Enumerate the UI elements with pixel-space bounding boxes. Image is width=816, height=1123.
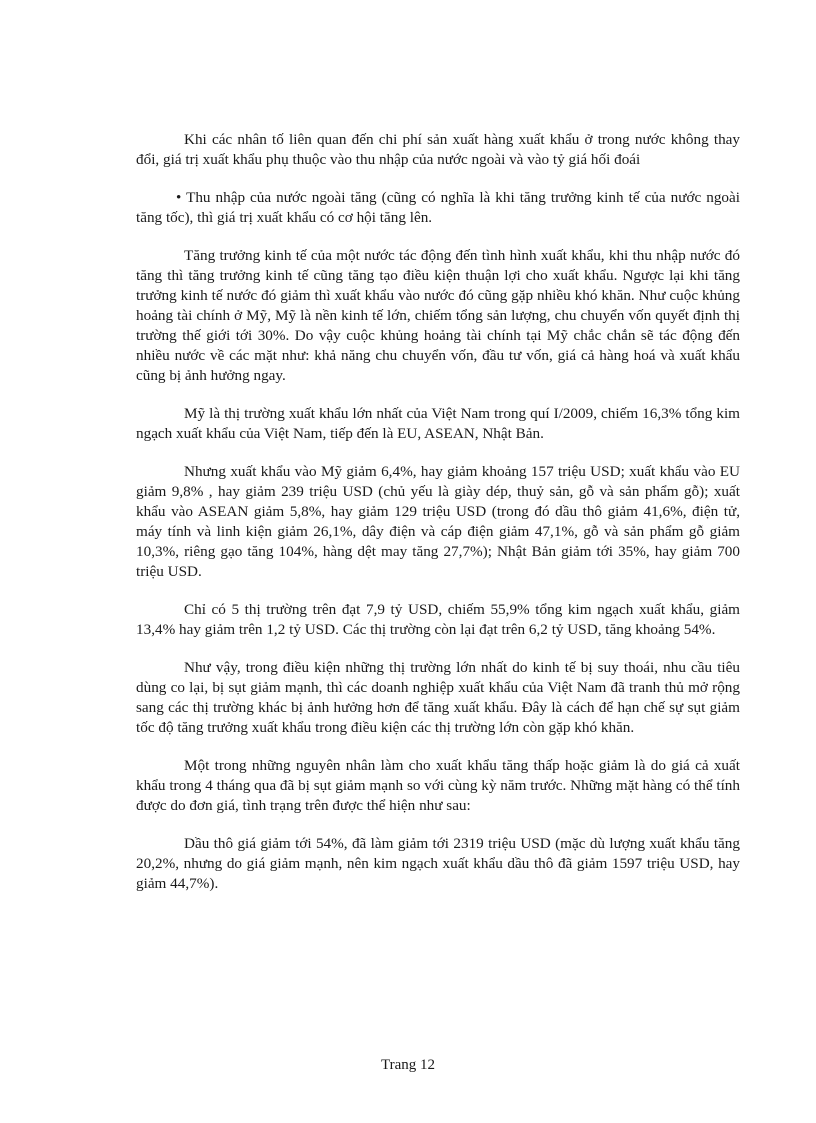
paragraph-conclusion: Như vậy, trong điều kiện những thị trường lớn nhất do kinh tế bị suy thoái, nhu cầu tiêu dùng co lại, bị sụt giảm mạnh, thì các doanh nghiệp xuất khẩu của Việt Nam đã tranh thủ mở rộng sang các thị trường khác bị ảnh hưởng hơn để tăng xuất khẩu. Đây là cách để hạn chế sự sụt giảm tốc độ tăng trưởng xuất khẩu trong điều kiện các thị trường lớn còn gặp khó khăn. [136, 659, 740, 736]
paragraph-export-decline: Nhưng xuất khẩu vào Mỹ giảm 6,4%, hay giảm khoảng 157 triệu USD; xuất khẩu vào EU giảm 9,8% , hay giảm 239 triệu USD (chủ yếu là giày dép, thuỷ sản, gỗ và sản phẩm gỗ); xuất khẩu vào ASEAN giảm 5,8%, hay giảm 129 triệu USD (trong đó dầu thô giảm 41,6%, điện tử, máy tính và linh kiện giảm 26,1%, dây điện và cáp điện giảm 47,1%, gỗ và sản phẩm gỗ giảm 10,3%, riêng gạo tăng 104%, hàng dệt may tăng 27,7%); Nhật Bản giảm tới 35%, hay giảm 700 triệu USD. [136, 463, 740, 580]
paragraph-five-markets: Chỉ có 5 thị trường trên đạt 7,9 tỷ USD, chiếm 55,9% tổng kim ngạch xuất khẩu, giảm 13,4% hay giảm trên 1,2 tỷ USD. Các thị trường còn lại đạt trên 6,2 tỷ USD, tăng khoảng 54%. [136, 601, 740, 638]
bullet-text: Thu nhập của nước ngoài tăng (cũng có nghĩa là khi tăng trưởng kinh tế của nước ngoài tăng tốc), thì giá trị xuất khẩu có cơ hội tăng lên. [136, 189, 740, 226]
paragraph-intro: Khi các nhân tố liên quan đến chi phí sản xuất hàng xuất khẩu ở trong nước không thay đổi, giá trị xuất khẩu phụ thuộc vào thu nhập của nước ngoài và vào tỷ giá hối đoái [136, 131, 740, 168]
bullet-icon: • [176, 189, 182, 206]
paragraph-growth: Tăng trưởng kinh tế của một nước tác động đến tình hình xuất khẩu, khi thu nhập nước đó tăng thì tăng trưởng kinh tế cũng tăng tạo điều kiện thuận lợi cho xuất khẩu. Ngược lại khi tăng trưởng kinh tế nước đó giảm thì xuất khẩu vào nước đó cũng gặp nhiều khó khăn. Như cuộc khủng hoảng tài chính ở Mỹ, Mỹ là nền kinh tế lớn, chiếm tổng sản lượng, chu chuyển vốn quyết định thị trường thế giới tới 30%. Do vậy cuộc khủng hoảng tài chính tại Mỹ chắc chắn sẽ tác động đến nhiều nước về các mặt như: khả năng chu chuyển vốn, đầu tư vốn, giá cả hàng hoá và xuất khẩu cũng bị ảnh hưởng ngay. [136, 247, 740, 384]
page-footer: Trang 12 [380, 1057, 436, 1073]
bullet-paragraph [136, 188, 740, 228]
paragraph-crude-oil: Dầu thô giá giảm tới 54%, đã làm giảm tới 2319 triệu USD (mặc dù lượng xuất khẩu tăng 20,2%, nhưng do giá giảm mạnh, nên kim ngạch xuất khẩu dầu thô đã giảm 1597 triệu USD, hay giảm 44,7%). [136, 835, 740, 892]
paragraph-price-cause: Một trong những nguyên nhân làm cho xuất khẩu tăng thấp hoặc giảm là do giá cả xuất khẩu trong 4 tháng qua đã bị sụt giảm mạnh so với cùng kỳ năm trước. Những mặt hàng có thể tính được do đơn giá, tình trạng trên được thể hiện như sau: [136, 757, 740, 814]
document-body [136, 130, 740, 894]
paragraph-us-market: Mỹ là thị trường xuất khẩu lớn nhất của Việt Nam trong quí I/2009, chiếm 16,3% tổng kim ngạch xuất khẩu của Việt Nam, tiếp đến là EU, ASEAN, Nhật Bản. [136, 405, 740, 442]
